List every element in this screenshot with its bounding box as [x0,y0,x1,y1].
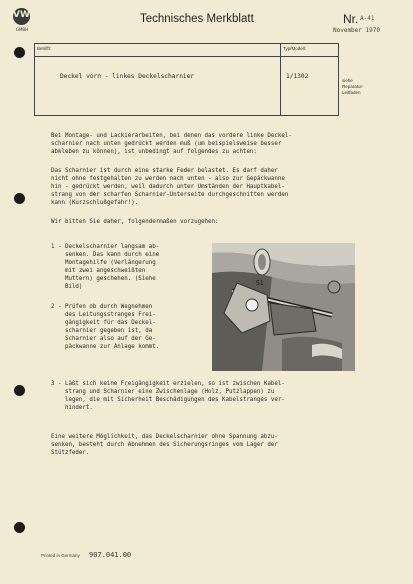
instruction-intro: Wir bitten Sie daher, folgendermaßen vorzugehen: [51,219,219,225]
punch-hole [14,193,25,204]
logo-caption: GMBH [15,27,29,32]
punch-hole [14,522,25,533]
box-divider [280,43,281,115]
warning-paragraph: Das Scharnier ist durch eine starke Feder belastet. Es darf daher nicht ohne festgehalten zu werden nach unten - also zur Gepäckwanne hin - gedrückt werden, weil dadurch unter Umständen der Hauptkabel- strang von der scharfen Scharnier-Unterseite durchgeschnitten werden kann (Kurzschlußgefahr!). [51,168,289,206]
document-date: November 1970 [333,27,380,34]
closing-paragraph: Eine weitere Möglichkeit, das Deckelscharnier ohne Spannung abzu- senken, besteht durch Abnehmen des Sicherungsringes vom Lager der Stützfeder. [51,434,278,456]
punch-hole [14,47,25,58]
number-value: A-41 [360,15,375,22]
box-header-line [34,56,338,57]
printed-in-germany: Printed in Germany [41,553,80,558]
subject-value: Deckel vorn - linkes Deckelscharnier [60,73,195,80]
number-label: Nr. [343,12,359,26]
vw-logo-text: VW [13,10,30,20]
step-3: 3 - Läßt sich keine Freigängigkeit erzielen, so ist zwischen Kabel- strang und Scharnier eine Zwischenlage (Holz, Putzlappen) zu legen, die mit Sicherheit Beschädigungen des Kabelstranges ver- hindert. [51,381,285,411]
side-note [342,78,364,96]
intro-paragraph: Bei Montage- und Lackierarbeiten, bei denen das vordere linke Deckel- scharnier nach unten gedrückt werden muß (um beispielsweise besser abkleben zu können), ist unbedingt auf folgendes zu achten: [51,133,292,155]
document-code: 907.041.00 [89,551,132,559]
step-1: 1 - Deckelscharnier langsam ab- senken. Das kann durch eine Montagehilfe (Verlängerung mit zwei angeschweißten Muttern) geschehen. (Siehe Bild) [51,244,160,290]
subject-label: Betrifft: [37,46,52,51]
photo-label: 51 [256,280,264,287]
document-title: Technisches Merkblatt [140,13,254,25]
model-label: Typ/Modell: [283,46,307,51]
step-2: 2 - Prüfen ob durch Wegnehmen des Leitungsstranges Frei- gängigkeit für das Deckel- scharnier gegeben ist, da Scharnier also auf der Ge- päckwanne zur Anlage kommt. [51,304,160,350]
side-note-line: Reparatur- [342,84,364,89]
model-value: 1/1302 [286,73,309,80]
punch-hole [14,385,25,396]
hinge-photo [212,243,355,371]
side-note-line: Leitfaden [342,90,361,95]
side-note-line: siehe [342,78,353,83]
vw-logo [13,8,30,25]
